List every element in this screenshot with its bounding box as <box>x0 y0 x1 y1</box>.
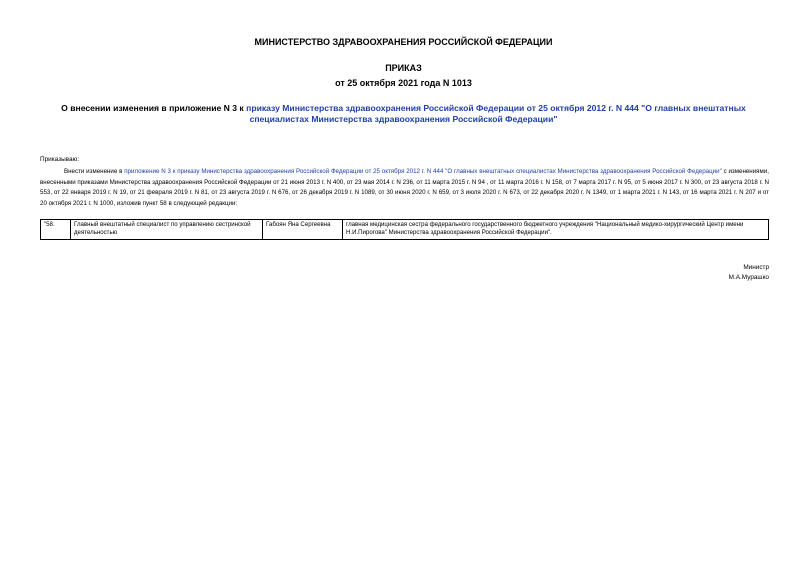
signatory-role: Министр <box>743 264 769 271</box>
specialist-table <box>40 219 769 240</box>
title-order-link[interactable]: приказу Министерства здравоохранения Российской Федерации от 25 октября 2012 г. N 444 "О главных внештатных специалистах Министерства здравоохранения Российской Федерации" <box>246 103 746 124</box>
document-title <box>40 103 767 125</box>
title-prefix: О внесении изменения в приложение N 3 к <box>61 103 247 113</box>
person-name-cell: Габоян Яна Сергеевна <box>263 220 343 240</box>
order-date-number: от 25 октября 2021 года N 1013 <box>335 78 472 88</box>
table-row <box>41 220 769 240</box>
appendix-link[interactable]: приложение N 3 к приказу Министерства здравоохранения Российской Федерации от 25 октября 2012 г. N 444 "О главных внештатных специалистах Министерства здравоохранения Российской Федерации" <box>124 168 722 175</box>
order-paragraph <box>40 167 769 209</box>
paragraph-rest: с изменениями, внесенными приказами Министерства здравоохранения Российской Федерации от 21 июня 2013 г. N 400, от 23 мая 2014 г. N 236, от 11 марта 2015 г. N 94 , от 11 марта 2016 г. N 158, от 7 марта 2017 г. N 95, от 5 июня 2017 г. N 300, от 23 августа 2018 г. N 553, от 22 января 2019 г. N 19, от 21 февраля 2019 г. N 81, от 23 августа 2019 г. N 676, от 26 декабря 2019 г. N 1089, от 30 июня 2020 г. N 659, от 3 июля 2020 г. N 673, от 22 декабря 2020 г. N 1349, от 1 марта 2021 г. N 143, от 16 марта 2021 г. N 207 и от 20 октября 2021 г. N 1000, изложив пункт 58 в следующей редакции: <box>40 168 769 207</box>
ordering-phrase: Приказываю: <box>40 156 80 163</box>
item-number-cell: "58. <box>41 220 71 240</box>
specialty-cell: Главный внештатный специалист по управлению сестринской деятельностью <box>71 220 263 240</box>
position-cell: главная медицинская сестра федерального государственного бюджетного учреждения "Национальный медико-хирургический Центр имени Н.И.Пирогова" Министерства здравоохранения Российской Федерации". <box>343 220 769 240</box>
ministry-heading: МИНИСТЕРСТВО ЗДРАВООХРАНЕНИЯ РОССИЙСКОЙ ФЕДЕРАЦИИ <box>254 37 553 47</box>
signature-block <box>729 263 769 283</box>
signatory-name: М.А.Мурашко <box>728 274 769 281</box>
order-heading: ПРИКАЗ <box>385 63 422 73</box>
paragraph-start: Внести изменение в <box>64 168 125 175</box>
